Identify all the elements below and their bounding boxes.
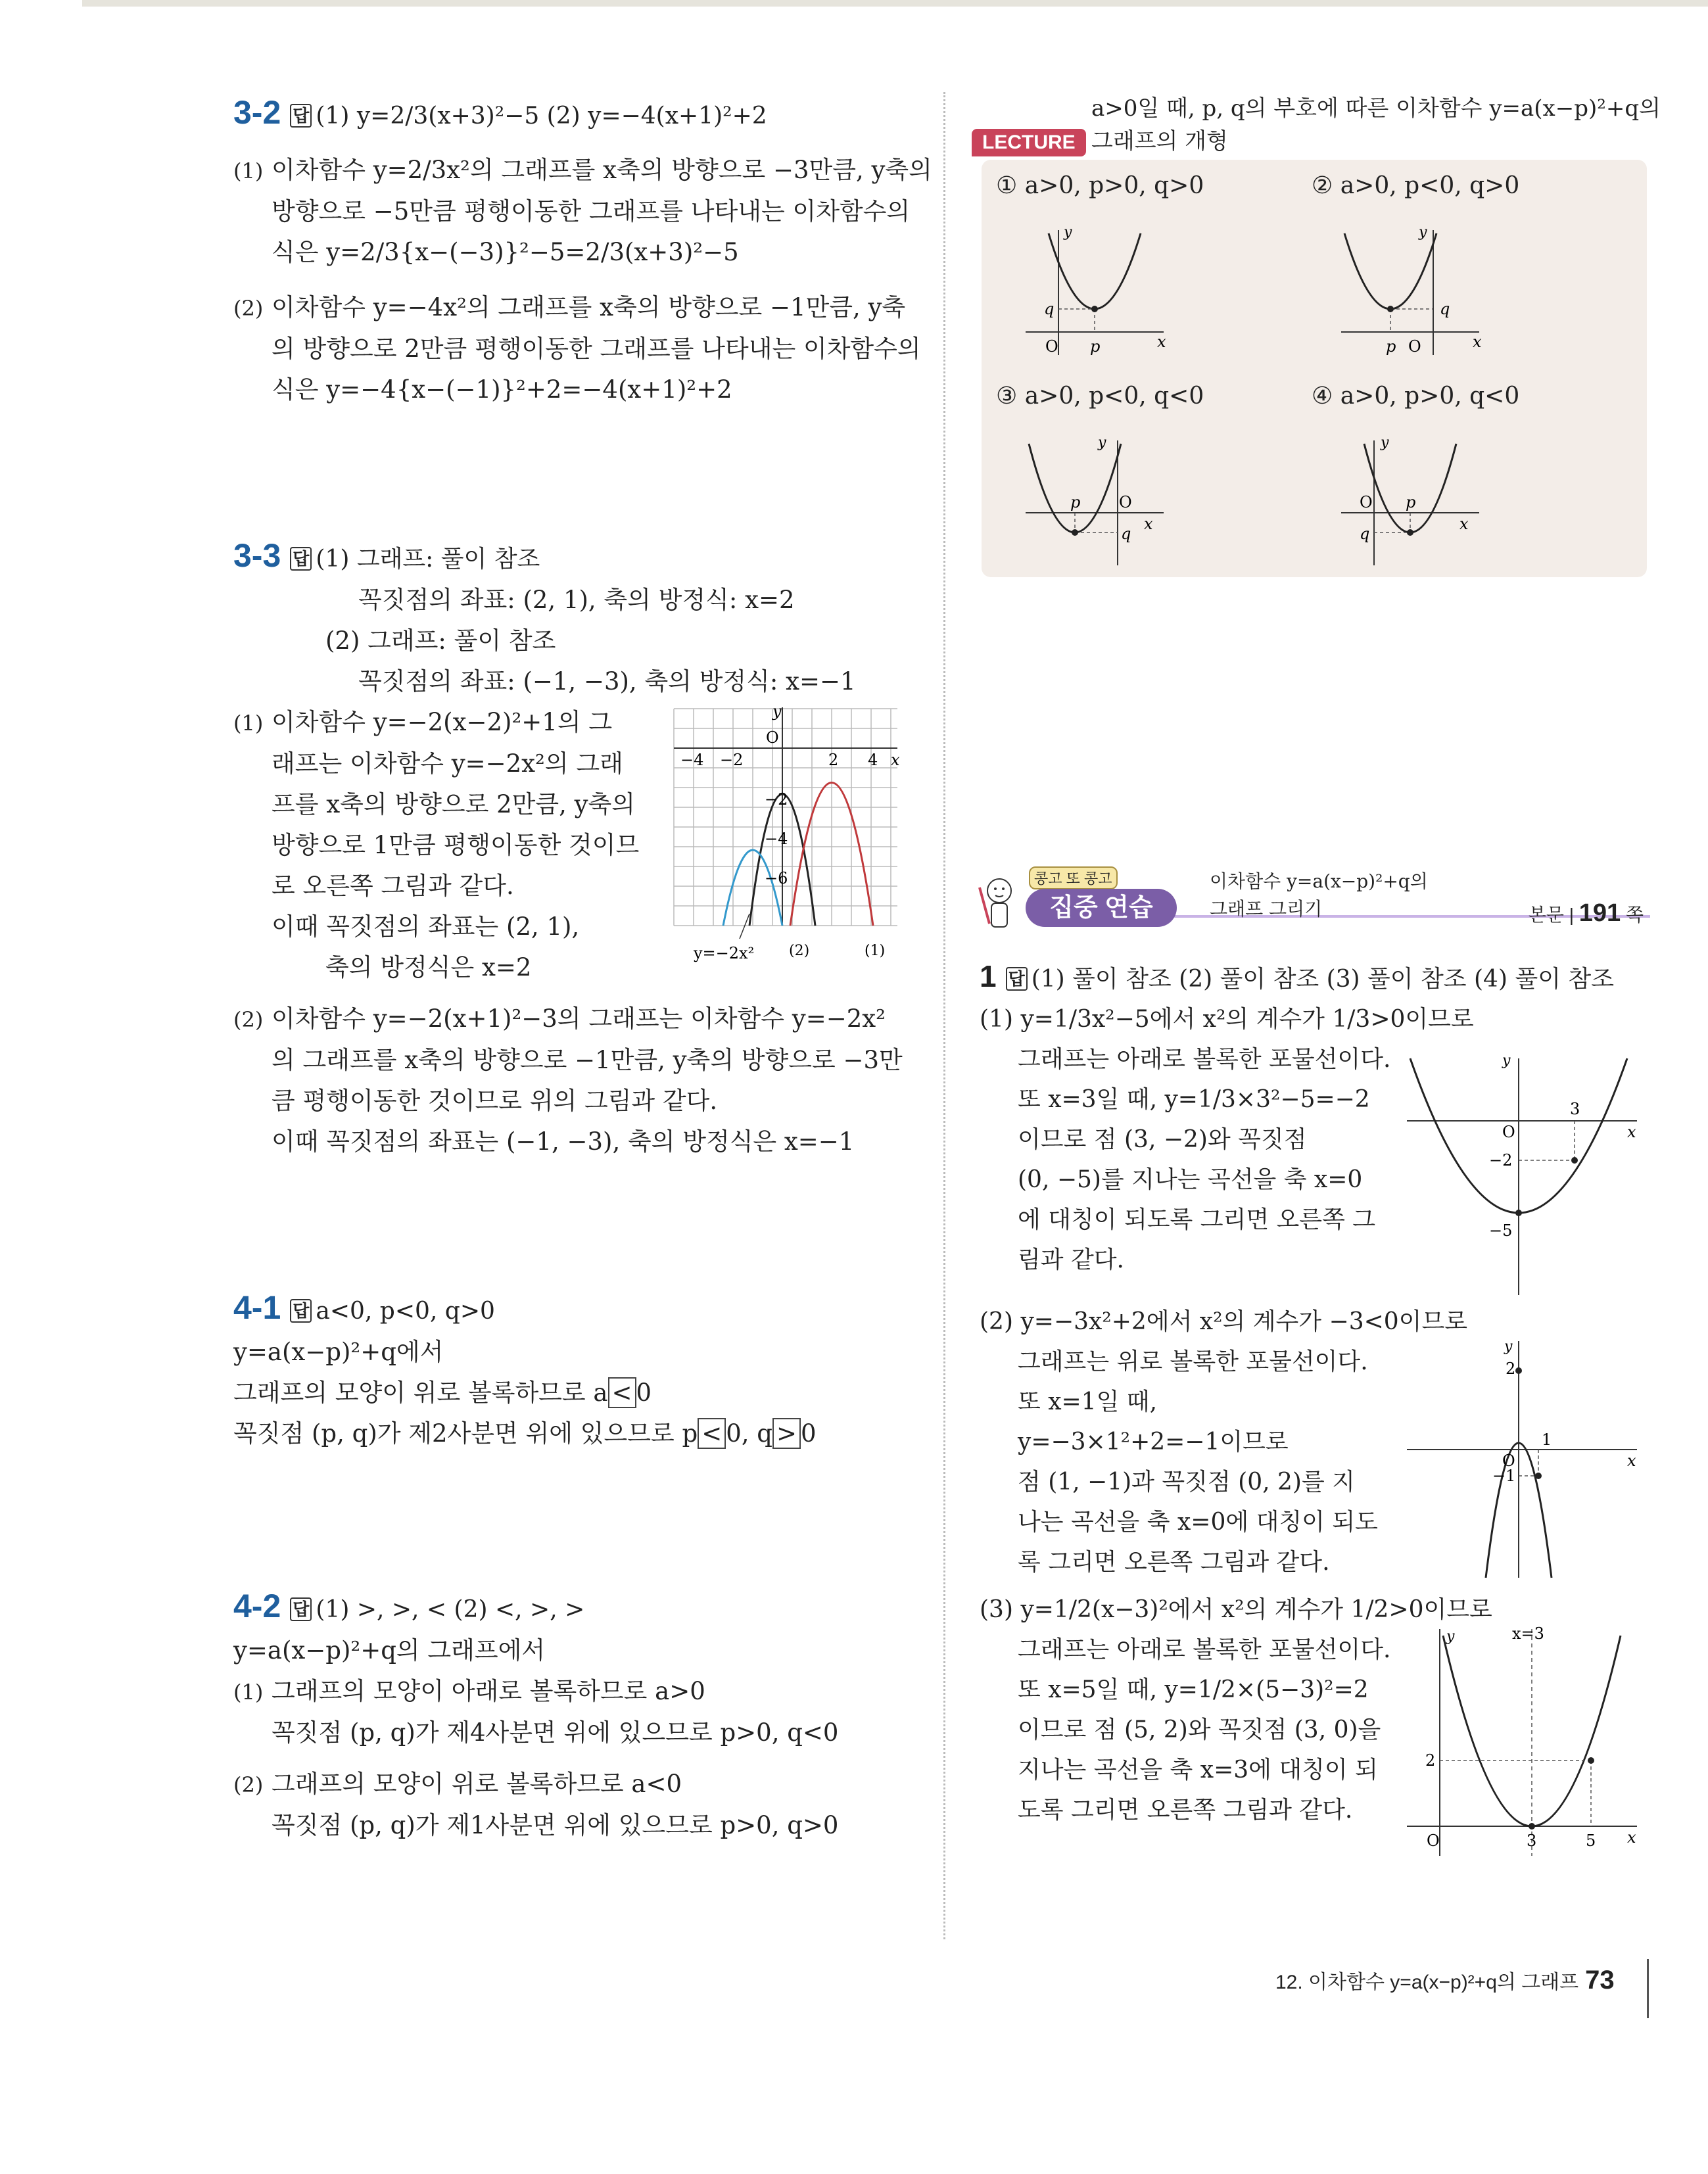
text-line: 꼭짓점 (p, q)가 제1사분면 위에 있으므로 p>0, q>0 — [272, 1811, 839, 1839]
tick-label: −2 — [1489, 1151, 1513, 1170]
tick-label: −6 — [765, 869, 788, 887]
text-line: 로 오른쪽 그림과 같다. — [272, 872, 514, 900]
vertex-p-label: p — [1406, 493, 1416, 511]
problem-number: (2) — [233, 1772, 264, 1797]
text-line: 꼭짓점 (p, q)가 제2사분면 위에 있으므로 p — [233, 1419, 698, 1448]
problem-number: (1) — [233, 711, 264, 736]
section-number: 4-2 — [233, 1588, 281, 1624]
lecture-graph-2 — [1335, 217, 1492, 362]
page-footer — [1275, 1966, 1615, 1995]
tick-label: −4 — [765, 830, 788, 848]
text-line: 그래프는 아래로 볼록한 포물선이다. — [1018, 1046, 1391, 1073]
answer-badge: 답 — [290, 104, 312, 128]
problem-with-graph — [233, 702, 917, 988]
text-line: 그래프의 모양이 위로 볼록하므로 a — [233, 1379, 608, 1407]
answer-text: (2) 그래프: 풀이 참조 — [325, 626, 556, 655]
text-line: 의 방향으로 2만큼 평행이동한 그래프를 나타내는 이차함수의 — [272, 335, 921, 363]
text-line: 방향으로 1만큼 평행이동한 것이므 — [272, 831, 640, 859]
text-line: 축의 방정식은 x=2 — [325, 953, 532, 981]
answer-text: (1) y=2/3(x+3)²−5 (2) y=−4(x+1)²+2 — [316, 103, 767, 130]
text-line: 이차함수 y=−4x²의 그래프를 x축의 방향으로 −1만큼, y축 — [272, 293, 906, 321]
vertex-q-label: q — [1440, 300, 1450, 318]
origin-label: O — [1502, 1452, 1515, 1470]
tick-label: 2 — [1506, 1359, 1516, 1378]
left-column — [233, 92, 932, 1846]
axis-label-x: x — [1157, 333, 1166, 351]
text-line: (1) y=1/3x²−5에서 x²의 계수가 1/3>0이므로 — [980, 1006, 1474, 1033]
lecture-tag: LECTURE — [972, 129, 1086, 156]
text-line: 꼭짓점 (p, q)가 제4사분면 위에 있으므로 p>0, q<0 — [272, 1718, 839, 1747]
case-label: ③ a>0, p<0, q<0 — [996, 383, 1204, 410]
problem-number: (1) — [233, 158, 264, 183]
practice-small-tag: 콩고 또 콩고 — [1029, 866, 1118, 889]
text-line: 그래프의 모양이 위로 볼록하므로 a<0 — [272, 1770, 682, 1798]
tick-label: 3 — [1527, 1831, 1537, 1850]
page-reference — [1529, 899, 1644, 928]
tick-label: −1 — [1492, 1467, 1516, 1485]
footer-chapter: 12. 이차함수 y=a(x−p)²+q의 그래프 — [1275, 1972, 1579, 1993]
answer-box: < — [698, 1418, 726, 1449]
text-line: (3) y=1/2(x−3)²에서 x²의 계수가 1/2>0이므로 — [980, 1596, 1492, 1623]
text-line: 의 그래프를 x축의 방향으로 −1만큼, y축의 방향으로 −3만 — [272, 1046, 903, 1074]
page-ref-number: 191 — [1578, 899, 1621, 927]
vertex-q-label: q — [1360, 525, 1370, 543]
section-3-2 — [233, 92, 932, 410]
text-line: 0 — [636, 1379, 652, 1407]
axis-label-y: y — [1502, 1052, 1511, 1069]
tick-label: 3 — [1570, 1100, 1580, 1118]
origin-label: O — [766, 728, 779, 747]
vertex-q-label: q — [1044, 300, 1055, 318]
text-line: 또 x=3일 때, y=1/3×3²−5=−2 — [1018, 1086, 1370, 1113]
axis-label-y: y — [1419, 224, 1427, 241]
axis-label-x: x — [1627, 1452, 1636, 1470]
footer-rule — [1647, 1959, 1649, 2018]
practice-desc-line: 이차함수 y=a(x−p)²+q의 — [1210, 870, 1428, 892]
axis-label-x: x — [1627, 1828, 1636, 1847]
vertex-p-label: p — [1070, 493, 1081, 511]
top-border — [82, 0, 1708, 7]
vertex-p-label: p — [1090, 337, 1101, 356]
origin-label: O — [1045, 337, 1058, 356]
axis-label-y: y — [1381, 435, 1389, 451]
text-line: 큼 평행이동한 것이므로 위의 그림과 같다. — [272, 1087, 718, 1115]
tick-label: 1 — [1542, 1430, 1552, 1449]
answer-text: 꼭짓점의 좌표: (−1, −3), 축의 방정식: x=−1 — [358, 667, 856, 696]
tick-label: 4 — [868, 751, 878, 769]
axis-equation-label: x=3 — [1512, 1624, 1544, 1643]
tick-label: −5 — [1489, 1221, 1513, 1240]
axis-label-y: y — [1098, 435, 1106, 451]
section-3-3 — [233, 535, 917, 1162]
tick-label: −4 — [680, 751, 704, 769]
answer-line — [233, 92, 917, 137]
text-line: 지나는 곡선을 축 x=3에 대칭이 되 — [1018, 1757, 1378, 1784]
practice-title: 집중 연습 — [1026, 889, 1177, 927]
case-label: ① a>0, p>0, q>0 — [996, 172, 1204, 199]
problem-number: (1) — [233, 1680, 264, 1705]
practice-description — [1210, 868, 1428, 923]
text-line: 방향으로 −5만큼 평행이동한 그래프를 나타내는 이차함수의 — [272, 197, 911, 225]
text-line: 0 — [800, 1419, 817, 1448]
page-ref-label: 본문 | — [1528, 905, 1574, 925]
section-4-1 — [233, 1287, 917, 1454]
text-line: y=a(x−p)²+q에서 — [233, 1338, 444, 1366]
text-line: 이차함수 y=2/3x²의 그래프를 x축의 방향으로 −3만큼, y축의 — [272, 156, 932, 184]
problem-main-number: 1 — [980, 959, 997, 993]
answer-badge: 답 — [290, 547, 312, 571]
text-line: 이므로 점 (5, 2)와 꼭짓점 (3, 0)을 — [1018, 1716, 1381, 1743]
axis-label-y: y — [1504, 1338, 1513, 1355]
lecture-graph-3 — [1019, 427, 1177, 572]
answer-text: 꼭짓점의 좌표: (2, 1), 축의 방정식: x=2 — [358, 586, 795, 614]
practice-header — [973, 855, 1650, 933]
origin-label: O — [1408, 337, 1421, 356]
section-4-2 — [233, 1586, 917, 1846]
origin-label: O — [1119, 493, 1132, 511]
mascot-icon — [973, 874, 1019, 933]
text-line: 그래프는 위로 볼록한 포물선이다. — [1018, 1348, 1368, 1375]
lecture-title — [1091, 92, 1661, 158]
text-line: y=−3×1²+2=−1이므로 — [1018, 1429, 1289, 1455]
vertex-p-label: p — [1386, 337, 1396, 356]
section-number: 3-2 — [233, 94, 281, 131]
lecture-graph-4 — [1335, 427, 1492, 572]
column-divider — [943, 92, 945, 1939]
q1-block — [980, 999, 1650, 1302]
answer-badge: 답 — [290, 1597, 312, 1621]
graph-3-3 — [667, 702, 904, 965]
text-line: 래프는 이차함수 y=−2x²의 그래 — [272, 749, 623, 778]
text-line: (2) y=−3x²+2에서 x²의 계수가 −3<0이므로 — [980, 1308, 1467, 1335]
origin-label: O — [1502, 1123, 1515, 1141]
text-line: 또 x=5일 때, y=1/2×(5−3)²=2 — [1018, 1676, 1369, 1703]
axis-label-y: y — [1064, 224, 1072, 241]
answer-badge: 답 — [1006, 967, 1028, 991]
answer-box: > — [772, 1418, 801, 1449]
axis-label-x: x — [1627, 1123, 1636, 1141]
practice-desc-line: 그래프 그리기 — [1210, 898, 1323, 920]
text-line: 이때 꼭짓점의 좌표는 (2, 1), — [272, 912, 580, 941]
text-line: 프를 x축의 방향으로 2만큼, y축의 — [272, 790, 636, 818]
lecture-title-line: 그래프의 개형 — [1091, 128, 1228, 154]
tick-label: −2 — [765, 790, 788, 809]
curve-label: (2) — [789, 943, 810, 959]
text-line: 0, q — [726, 1419, 772, 1448]
text-line: 이차함수 y=−2(x+1)²−3의 그래프는 이차함수 y=−2x² — [272, 1004, 886, 1033]
graph-q1 — [1400, 1045, 1644, 1302]
answer-badge: 답 — [290, 1299, 312, 1323]
text-line: 록 그리면 오른쪽 그림과 같다. — [1018, 1549, 1330, 1576]
axis-label-x: x — [1144, 515, 1153, 533]
page-ref-unit: 쪽 — [1625, 905, 1644, 925]
q2-block — [980, 1302, 1650, 1584]
answer-text: (1) 풀이 참조 (2) 풀이 참조 (3) 풀이 참조 (4) 풀이 참조 — [1031, 966, 1614, 993]
text-line: 식은 y=2/3{x−(−3)}²−5=2/3(x+3)²−5 — [272, 238, 739, 266]
text-line: 이때 꼭짓점의 좌표는 (−1, −3), 축의 방정식은 x=−1 — [272, 1127, 855, 1156]
text-line: 림과 같다. — [1018, 1246, 1124, 1273]
text-line: 도록 그리면 오른쪽 그림과 같다. — [1018, 1797, 1353, 1824]
origin-label: O — [1427, 1831, 1440, 1850]
tick-label: −2 — [720, 751, 744, 769]
axis-label-x: x — [1473, 333, 1482, 351]
curve-label: (1) — [865, 943, 886, 959]
curve-label: y=−2x² — [694, 944, 755, 962]
case-label: ② a>0, p<0, q>0 — [1312, 172, 1520, 199]
tick-label: 2 — [1425, 1751, 1436, 1770]
text-line: 식은 y=−4{x−(−1)}²+2=−4(x+1)²+2 — [272, 375, 732, 404]
text-line: 그래프는 아래로 볼록한 포물선이다. — [1018, 1636, 1391, 1663]
graph-q3 — [1400, 1616, 1644, 1859]
page-number: 73 — [1585, 1966, 1615, 1995]
q3-block — [980, 1590, 1650, 1859]
tick-label: 2 — [828, 751, 839, 769]
origin-label: O — [1360, 493, 1373, 511]
axis-label-y: y — [1446, 1628, 1455, 1645]
text-line: 이차함수 y=−2(x−2)²+1의 그 — [272, 708, 613, 736]
text-line: y=a(x−p)²+q의 그래프에서 — [233, 1636, 546, 1665]
section-number: 3-3 — [233, 537, 281, 574]
axis-label-x: x — [891, 751, 900, 769]
text-line: 그래프의 모양이 아래로 볼록하므로 a>0 — [272, 1677, 705, 1705]
case-label: ④ a>0, p>0, q<0 — [1312, 383, 1520, 410]
answer-text: (1) 그래프: 풀이 참조 — [316, 546, 540, 573]
axis-label-x: x — [1459, 515, 1469, 533]
problem-number: (2) — [233, 296, 264, 321]
text-line: 또 x=1일 때, — [1018, 1388, 1158, 1415]
text-line: 에 대칭이 되도록 그리면 오른쪽 그 — [1018, 1206, 1376, 1233]
text-line: (0, −5)를 지나는 곡선을 축 x=0 — [1018, 1166, 1363, 1193]
lecture-graph-1 — [1019, 217, 1177, 362]
answer-text: (1) >, >, < (2) <, >, > — [316, 1596, 585, 1623]
answer-text: a<0, p<0, q>0 — [316, 1298, 495, 1325]
axis-label-y: y — [772, 702, 782, 721]
text-line: 나는 곡선을 축 x=0에 대칭이 되도 — [1018, 1509, 1378, 1536]
practice-content — [980, 957, 1650, 1859]
problem-number: (2) — [233, 1007, 264, 1032]
lecture-title-line: a>0일 때, p, q의 부호에 따른 이차함수 y=a(x−p)²+q의 — [1091, 95, 1661, 122]
tick-label: 5 — [1586, 1831, 1596, 1850]
text-line: 점 (1, −1)과 꼭짓점 (0, 2)를 지 — [1018, 1469, 1355, 1496]
vertex-q-label: q — [1121, 525, 1131, 543]
section-number: 4-1 — [233, 1289, 281, 1326]
answer-box: < — [608, 1377, 636, 1408]
graph-q2 — [1400, 1335, 1644, 1584]
text-line: 이므로 점 (3, −2)와 꼭짓점 — [1018, 1126, 1307, 1153]
